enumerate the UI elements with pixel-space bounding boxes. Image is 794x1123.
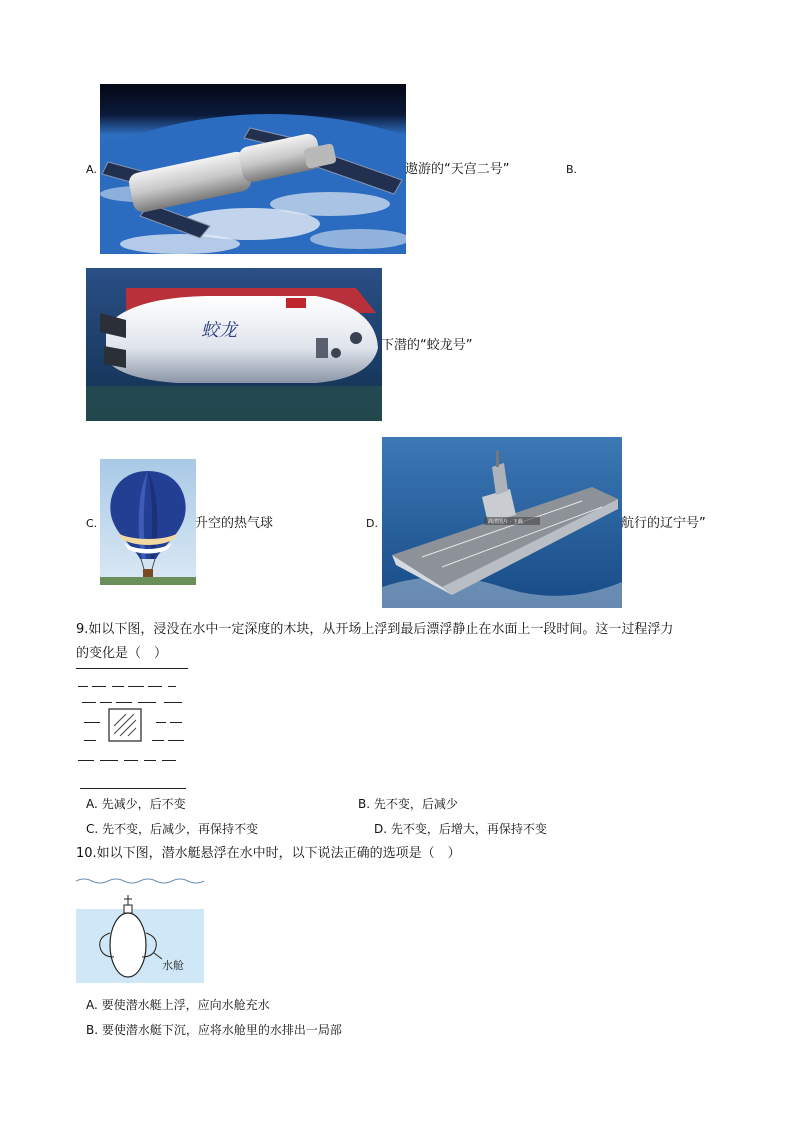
option-b-caption: 下潜的“蛟龙号” <box>381 338 473 353</box>
water-tank-label: 水舱 <box>162 959 184 972</box>
q9-stem-line1: 9.如以下图，浸没在水中一定深度的木块，从开场上浮到最后漂浮静止在水面上一段时间。这一过程浮力 <box>76 622 674 637</box>
carrier-watermark: 高清图片 · 下载 <box>488 519 523 525</box>
q9-option-b: B. 先不变，后减少 <box>358 797 458 811</box>
q9-option-a: A. 先减少，后不变 <box>86 797 186 811</box>
option-a-caption: 遨游的“天宫二号” <box>405 162 510 177</box>
jiaolong-submersible-image <box>86 268 382 421</box>
option-c-letter: C. <box>86 517 98 530</box>
q10-submarine-figure <box>76 873 206 985</box>
option-d-caption: 航行的辽宁号” <box>621 516 706 531</box>
hot-air-balloon-image <box>100 459 196 585</box>
liaoning-carrier-image <box>382 437 622 608</box>
submersible-hull-text: 蛟龙 <box>201 320 237 341</box>
option-b-letter: B. <box>566 163 578 176</box>
tiangong-2-image <box>100 84 406 254</box>
option-d-letter: D. <box>366 517 378 530</box>
q10-option-b: B. 要使潜水艇下沉，应将水舱里的水排出一局部 <box>86 1023 342 1037</box>
wood-block-icon <box>108 708 144 744</box>
q9-option-c: C. 先不变，后减少，再保持不变 <box>86 822 259 836</box>
q10-option-a: A. 要使潜水艇上浮，应向水舱充水 <box>86 998 270 1012</box>
q9-water-figure <box>76 668 191 790</box>
option-a-letter: A. <box>86 163 97 176</box>
q9-stem-line2: 的变化是（ ） <box>76 646 168 661</box>
q10-stem: 10.如以下图，潜水艇悬浮在水中时，以下说法正确的选项是（ ） <box>76 846 461 861</box>
q9-option-d: D. 先不变，后增大，再保持不变 <box>374 822 547 836</box>
option-c-caption: 升空的热气球 <box>195 516 274 531</box>
